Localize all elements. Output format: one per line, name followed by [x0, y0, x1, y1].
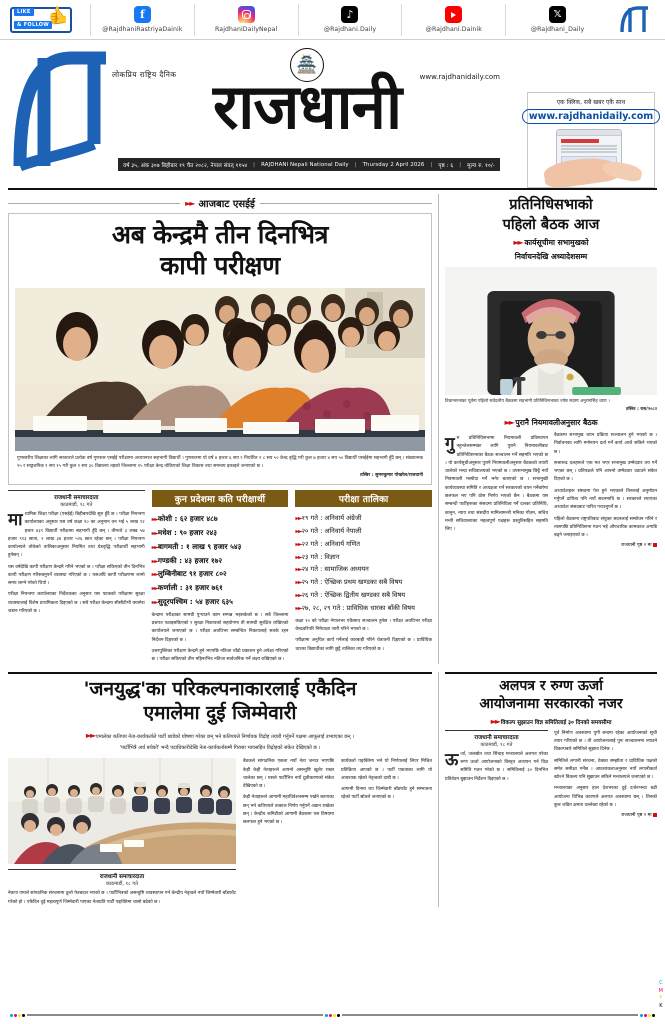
list-item: ►►२५ गते : ऐच्छिक प्रथम खण्डका सबै विषय	[295, 578, 403, 587]
facebook-icon: f	[134, 6, 151, 23]
lead-body-columns	[8, 490, 432, 664]
list-item: ►►१९ गते : अनिवार्य अंग्रेजी	[295, 514, 362, 523]
exam-schedule-box	[295, 490, 432, 664]
province-stats-box	[152, 490, 289, 664]
youtube-handle: @Rajdhani.Dainik	[425, 26, 482, 33]
instagram-handle: RajdhaniDailyNepal	[215, 26, 278, 33]
follow-label: & FOLLOW	[14, 21, 52, 29]
social-link-x[interactable]	[505, 4, 609, 36]
byline-place: काठमाडौं, १८ गते	[60, 502, 93, 509]
bottom-right-body	[445, 730, 657, 818]
lead-photo	[15, 288, 425, 451]
masthead-tagline: लोकप्रिय राष्ट्रिय दैनिक	[112, 70, 177, 79]
party-meeting-round-table-photo	[8, 758, 236, 864]
right-story-kicker: पुरानै नियमावलीअनुसार बैठक	[515, 418, 598, 428]
byline	[8, 490, 145, 508]
byline-author: राजधानी समाचारदाता	[474, 734, 519, 741]
byline-author: राजधानी समाचारदाता	[99, 874, 145, 881]
like-label: LIKE	[14, 8, 34, 16]
registration-dots	[325, 1014, 340, 1017]
bottom-left-col-2	[243, 758, 334, 907]
bottom-right-paragraph-3: समितिले लगानी संरचना, ठेक्का सम्झौता र प्राविधिक पक्षको समेत समीक्षा गर्नेछ । आवश्यकताअनुसार नयाँ लगानीकर्ता खोज्ने विकल्प पनि सुझाउन सकिने मन्त्रालयले जनाएको छ ।	[554, 758, 657, 781]
lead-headline-line1: अब केन्द्रमै तीन दिनभित्र	[111, 220, 329, 249]
bottom-left-subhead-row	[8, 729, 432, 743]
registration-dots	[10, 1014, 25, 1017]
social-link-tiktok[interactable]	[298, 4, 402, 36]
list-item: ►►कर्णाली : ३१ हजार ७६१	[151, 583, 223, 593]
right-body-col-1	[445, 432, 548, 548]
issue-english-date: Thursday 2 April 2026	[362, 161, 425, 168]
arrow-icon: ►►	[185, 198, 194, 208]
bottom-left-headline-line1: 'जनयुद्ध'का परिकल्पनाकारलाई एकैदिन	[83, 677, 357, 700]
classroom-students-photo	[15, 288, 425, 451]
elderly-politician-portrait-photo	[445, 267, 657, 395]
cyan-label: C	[659, 980, 663, 986]
issue-price: मूल्य रु. १०/-	[467, 162, 495, 169]
list-item: ►►कोशी : ६२ हजार ४८७	[151, 514, 218, 524]
bottom-left-body	[8, 758, 432, 907]
like-follow-badge[interactable]	[4, 3, 90, 37]
black-label: K	[659, 1002, 663, 1009]
section-divider	[8, 672, 432, 674]
youtube-icon	[445, 6, 462, 23]
main-content	[0, 190, 665, 907]
lead-paragraph-1: माध्यमिक शिक्षा परीक्षा (एसईई) बिहीबारदेखि सुरु हुँदै छ । परीक्षा नियन्त्रण कार्यालयका अनुसार यस वर्ष कक्षा १० का अनुमान वन भई ५ लाख ९२ हजार ४३९ विद्यार्थी परीक्षामा सहभागी हुँदै छन् । तीमध्ये ३ लाख ५७ हजार ९१३ छात्रा, २ लाख ३४ हजार ५२६ छात्र रहेका छन् । परीक्षा नियन्त्रण कार्यालयले तोकेको तालिकाअनुसार नियमित तथा ग्रेडवृद्धि परीक्षार्थी सहभागी हुनेछन् ।	[8, 510, 145, 559]
right-body-columns	[445, 432, 657, 548]
bottom-left-paragraph-2: बैठकले सांगठनिक एकता नयाँ नेता जनाउ भएपछि केही केही नेताहरूले आफ्नो असन्तुष्टि खुलेर राख्न थालेका छन् । यसले पार्टीभित्र नयाँ ध्रुवीकरणको संकेत देखिएको छ ।	[243, 759, 334, 790]
arrow-icon: ►►	[295, 553, 301, 561]
right-col2-paragraph-3: अध्यादेशहरू संसदमा पेश हुने भएकाले तिनलाई अनुमोदन गर्नुपर्ने दायित्व पनि नयाँ सदनमाथि छ । सरकारले ल्याएका अध्यादेश संसदबाट पारित गराउनुपर्ने छ ।	[554, 488, 657, 511]
cmyk-labels	[659, 980, 663, 1010]
cmyk-registration-bar	[0, 1012, 665, 1018]
right-photo-caption	[445, 398, 657, 413]
bottom-left-subhead-line1: एमालेका कतिपय नेता-कार्यकर्ताले पार्टी छाडेको घोषणा गरेका छन् भने कतिपयले निर्णायक विद्रोह तयारी गर्नुपर्ने पक्षमा आफूलाई उभ्याएका छन् ।	[95, 734, 355, 741]
bottom-left-subhead-line2: 'पार्टीभित्रै अर्थ बचेकोे' भन्दै पदाधिकारीदेखि नेता-कार्यकर्तासम्मै गिरासा भावसहित विद्रोहको संकेत देखिएको छ ।	[119, 745, 321, 752]
thumbs-up-icon: 👍	[48, 5, 70, 26]
continuation-text: राजधानी पृष्ठ २ मा	[621, 543, 652, 549]
issue-english-name: RAJDHANI Nepali National Daily	[261, 161, 349, 168]
right-photo	[445, 267, 657, 395]
bottom-left-paragraph-4: कार्यकर्ता पङ्क्तिमा भने यो निर्णयलाई लिएर मिश्रित प्रतिक्रिया आएको छ । पार्टी एकताका लागि यो आवश्यक रहेको नेतृत्वको दाबी छ ।	[341, 759, 432, 781]
issue-pages: पृष्ठ : ६	[438, 162, 454, 169]
bottom-right-subhead-row	[445, 717, 657, 726]
bottom-left-headline-line2: एमालेमा दुई जिम्मेवारी	[143, 701, 297, 724]
schedule-box-title: परीक्षा तालिका	[295, 490, 432, 507]
bottom-right-col-1	[445, 730, 548, 818]
section-divider	[445, 672, 657, 674]
divider: |	[253, 161, 256, 168]
promo-url[interactable]: www.rajdhanidaily.com	[522, 109, 660, 124]
bottom-left-paragraph-5: आगामी दिनमा थप जिम्मेवारी बाँडफाँट हुने सम्भावना रहेको पार्टी स्रोतले जनाएको छ ।	[341, 787, 432, 801]
arrow-icon: ►►	[295, 579, 301, 587]
list-item: ►►२० गते : अनिवार्य नेपाली	[295, 526, 362, 535]
x-handle: @Rajdhani_Daily	[530, 26, 585, 33]
promo-tagline: एक क्लिक, सबै खबर एकै साथ	[556, 99, 626, 106]
tiktok-icon: ♪	[341, 6, 358, 23]
list-item: ►►२२ गते : अनिवार्य गणित	[295, 539, 361, 548]
arrow-icon: ►►	[513, 238, 522, 248]
arrow-icon: ►►	[490, 716, 499, 726]
bottom-left-byline	[8, 869, 236, 887]
masthead-center	[112, 48, 502, 143]
x-twitter-icon: 𝕏	[549, 6, 566, 23]
continuation-text: राजधानी पृष्ठ २ मा	[621, 813, 652, 819]
right-subhead-line1: कार्यसूचीमा सभामुखको	[524, 238, 589, 248]
bottom-right-headline-line2: आयोजनामा सरकारको नजर	[479, 695, 623, 712]
bottom-photo-wrap	[8, 758, 236, 907]
bottom-right-col-2	[554, 730, 657, 818]
list-item: ►►२४ गते : सामाजिक अध्ययन	[295, 565, 369, 574]
newspaper-nameplate: राजधानी	[212, 70, 402, 143]
arrow-icon: ►►	[504, 418, 513, 428]
right-col2-paragraph-4: पहिलो बैठकमा राष्ट्रपतिबाट संयुक्त सदनलाई सम्बोधन गरिने र त्यसपछि प्रतिनिधिसभा गठन भई औपचारिक कामकाज अगाडि बढ्ने जनाइएको छ ।	[554, 516, 657, 539]
rajdhani-logo-icon	[10, 48, 115, 173]
arrow-icon: ►►	[295, 527, 301, 535]
end-square-icon	[653, 543, 657, 547]
byline-place: काठमाडौं, १८ गते	[480, 741, 513, 748]
bottom-left-photo	[8, 758, 236, 864]
bottom-left-story	[8, 672, 432, 906]
arrow-icon: ►►	[85, 731, 95, 741]
bottom-right-headline-line1: अलपत्र र रुग्ण ऊर्जा	[499, 677, 603, 694]
end-square-icon	[653, 813, 657, 817]
list-item: ►►२३ गते : विज्ञान	[295, 552, 340, 561]
masthead-website[interactable]: www.rajdhanidaily.com	[419, 73, 500, 81]
issue-nepali-date: वर्ष ३५, अंक ३०७ बिहीबार १९ चैत २०८२, नेपाल संवत् ११५४	[123, 162, 248, 169]
list-item: ►►लुम्बिनीबाट ९१ हजार ८०२	[151, 569, 227, 579]
bottom-right-subhead: विकल्प सुझाउन विज्ञ समितिलाई ३० दिनको समयसीमा	[500, 719, 612, 726]
photo-credit: तस्बिर : रास/२०८२	[625, 406, 657, 412]
list-item: ►►सुदूरपश्चिम : ५४ हजार ६३५	[151, 597, 233, 607]
bottom-section	[8, 672, 657, 906]
right-col2-paragraph-2: सत्तारूढ दलहरूले एक मत भएर सभामुख उम्मेदवार तय गर्ने भएका छन् । प्रतिपक्षले पनि आफ्नो उम्मेदवार उठाउने संकेत दिएको छ ।	[554, 460, 657, 483]
list-item: ►►गण्डकी : ४३ हजार १७२	[151, 555, 223, 565]
bottom-right-paragraph-1: ऊर्जा, जलस्रोत तथा सिंचाइ मन्त्रालयले अलपत्र परेका रुग्ण ऊर्जा आयोजनाको विस्तृत अध्ययन गर्न विज्ञ समिति गठन गरेको छ । समितिलाई ३० दिनभित्र प्रतिवेदन बुझाउन निर्देशन दिइएको छ ।	[445, 749, 548, 782]
arrow-icon: ►►	[295, 566, 301, 574]
schedule-list	[295, 512, 432, 615]
caption-text: गुणस्तरीय शिक्षाका लागि सरकारले प्रत्येक वर्ष गुणस्तर एसईई परीक्षामा अध्ययनरत सहभागी विद्यार्थी । गुणस्तरमा यो वर्ष ४ हजार ६ सय ९ निर्धारित १ ८ सय ५० केन्द्र बृद्धि गरी कुल ७ हजार ४ सय ५० विद्यार्थी एसईईमा सहभागी हुँदै छन् । संख्यात्मक १५ र साङ्गठनिक १ सय १५ गरी कुल १ सय ३० विद्यालय तहको जिल्लामा १५ परीक्षा केन्द्र तोकिएको शिक्षा विकास तथा समन्वय इकाइले जनाएको छ ।	[17, 456, 423, 470]
bottom-right-paragraph-4: मन्त्रालयका अनुसार हाल देशभरका दुई दर्जनभन्दा बढी आयोजना विभिन्न कारणले अलपत्र अवस्थामा छन् । तिनको कुल जडित क्षमता उल्लेख्य रहेको छ ।	[554, 786, 657, 808]
lead-kicker-row	[8, 196, 432, 210]
lead-col2-paragraph-1: केन्द्रमा परीक्षाका सामग्री पुर्‍याउने काम सम्पन्न भइसकेको छ । सबै जिल्लामा प्रश्नपत्र पठाइसकिएको र सुरक्षा निकायको सहयोगमा ती सामग्री सुरक्षित राखिएको कार्यालयले जनाएको छ । परीक्षा अवधिभर सम्बन्धित निकायलाई सतर्क रहन निर्देशन दिइएको छ ।	[151, 612, 289, 643]
byline-author: राजधानी समाचारदाता	[54, 495, 99, 502]
right-subhead-line2: निर्वाचनदेखि अध्यादेशसम्म	[514, 251, 588, 261]
arrow-icon: ►►	[151, 557, 157, 565]
arrow-icon: ►►	[295, 540, 301, 548]
divider: |	[354, 161, 357, 168]
list-item: ►►मधेश : ९० हजार २४३	[151, 527, 218, 537]
lead-paragraph-3: परीक्षा नियन्त्रण कार्यालयका निर्देशकका अनुसार यस पटकको परीक्षामा सुरक्षा व्यवस्थालाई विशेष प्राथमिकता दिइएको छ । सबै परीक्षा केन्द्रमा सीसीटीभी क्यामेरा जडान गरिएको छ ।	[8, 592, 145, 615]
bottom-left-paragraph-1: नेकपा एमाले सांगठनिक संरचनामा ठूलो फेरबदल भएको छ । पार्टीभित्रको असन्तुष्टि व्यवस्थापन गर्न केन्द्रीय नेतृत्वले नयाँ जिम्मेवारी बाँडफाँट गरेको हो । एकैदिन दुई महत्वपूर्ण जिम्मेवारी पाएका नेताप्रति पार्टी पङ्क्तिमा चासो बढेको छ ।	[8, 891, 236, 905]
arrow-icon: ►►	[295, 515, 301, 523]
province-box-title: कुन प्रदेशमा कति परीक्षार्थी	[152, 490, 289, 507]
bottom-left-col-3	[341, 758, 432, 907]
brand-mark-right	[609, 5, 661, 35]
second-story-column	[438, 194, 657, 664]
right-continuation-note	[554, 542, 657, 548]
right-paragraph-1: गुरु प्रतिनिधिसभामा नियमावली प्रतिस्थापन नहुन्जेलसम्मका लागि पुरानै नियमावलीबाट प्रतिनिधिसभाका बैठक सञ्चालन गर्ने सहमति भएको छ । यो कार्यसूचीअनुसार पुरानै नियमावलीअनुसार बैठकको तयारी थालेको भन्दा सचिवालयको भएको छ । उपसभामुख छिट्टै नयाँ नियमावली मस्यौदा गर्ने भनेर बताएको छ । सभामुखी कार्यव्यवस्था समिति र अध्यक्षता गर्ने सरकारको चयन गर्नेबारेमा छलफल भए पनि ठोस निर्णय भएको छैन । बैठकमा यस सम्बन्धी पार्टीहरूका संसदमा प्रतिनिधित्व गर्ने दलका प्रतिनिधि, कानुन, न्याय तथा संसदीय मामिलामन्त्री मनिका गौतम, सचिव मन्त्री सचिवालयका महत्वपूर्ण पक्षहरू प्रस्तुतिसहित सहमति लिए ।	[445, 434, 548, 533]
bottom-right-paragraph-2: पूर्व निर्माण अवस्थामा पुगी बन्दमा रहेका आयोजनाको सूची तयार गरिएको छ । ती आयोजनालाई पुनः सञ्चालनमा ल्याउने विकल्पबारे समितिले सुझाव दिनेछ ।	[554, 730, 657, 753]
lead-body-col-1	[8, 490, 145, 664]
lead-col3-paragraph-1: कक्षा १० को परीक्षा नेपालभर एकैसाथ सञ्चालन हुनेछ । परीक्षा अवधिभर परीक्षा केन्द्रवरिपरि निषेधाज्ञा जारी गरिने भएको छ ।	[295, 618, 433, 633]
social-link-instagram[interactable]	[194, 4, 298, 36]
caption-text: विधानसभाका पूर्वमा पहिलो सर्वदलीय बैठकमा सहभागी प्रतिनिधिसभाका ज्येष्ठ सदस्य अनुरागसिंह थापा ।	[445, 399, 610, 405]
bottom-right-byline	[445, 730, 548, 748]
arrow-icon: ►►	[151, 543, 157, 551]
right-headline-line1: प्रतिनिधिसभाको	[509, 197, 593, 213]
byline-place: काठमाडौं, १८ गते	[106, 881, 138, 888]
province-list	[152, 512, 289, 609]
arrow-icon: ►►	[151, 571, 157, 579]
lead-paragraph-2: यस वर्षदेखि कापी परीक्षण केन्द्रमै गरिने भएको छ । परीक्षा सकिएको तीन दिनभित्र कापी परीक्षण गरिसक्नुपर्ने व्यवस्था गरिएको छ । यसअघि कापी परीक्षणमा लामो समय लाग्ने गरेको थियो ।	[8, 564, 145, 587]
issue-info-bar	[118, 158, 500, 171]
yellow-label: Y	[659, 995, 663, 1001]
bottom-left-paragraph-3: केही नेताहरूले आगामी महाधिवेशनसम्म पर्खने बताएका छन् भने कतिपयले तत्काल निर्णय गर्नुपर्ने अडान राखेका छन् । केन्द्रीय कमिटीको आगामी बैठकमा यस विषयमा छलफल हुने भएको छ ।	[243, 795, 334, 826]
divider: |	[430, 161, 433, 168]
lead-headline-line2: कापी परीक्षण	[160, 250, 280, 280]
lead-story-column	[8, 194, 432, 664]
magenta-label: M	[658, 987, 663, 994]
rajdhani-r-icon	[618, 5, 652, 35]
lead-story-box	[8, 213, 432, 485]
lead-photo-caption	[15, 455, 425, 480]
arrow-icon: ►►	[295, 605, 301, 612]
arrow-icon: ►►	[295, 592, 301, 600]
right-subhead-row	[445, 237, 657, 248]
facebook-handle: @RajdhaniRastriyaDainik	[102, 26, 183, 33]
right-col2-paragraph-1: बैठकमा सभामुख चयन प्रक्रिया सञ्चालन हुने भएको छ । निर्वाचनका लागि मनोनयन दर्ता गर्ने कार्य आजै सकिने भएको छ ।	[554, 433, 657, 455]
lead-col3-paragraph-2: परीक्षामा अनुचित कार्य गर्नेलाई कारबाही गरिने चेतावनी दिइएको छ । प्राविधिक धारका विद्यार्थीका लागि छुट्टै तालिका तय गरिएको छ ।	[295, 638, 433, 652]
instagram-icon	[238, 6, 255, 23]
right-story-kicker-row	[445, 418, 657, 428]
photo-credit: तस्बिर : सुमनकुमार पोखरेल/राजधानी	[360, 473, 423, 479]
right-headline-line2: पहिलो बैठक आज	[502, 217, 600, 234]
social-link-facebook[interactable]	[90, 4, 194, 36]
lead-kicker: आजबाट एसईई	[198, 199, 255, 210]
registration-dots	[640, 1014, 655, 1017]
arrow-icon: ►►	[151, 599, 157, 607]
arrow-icon: ►►	[151, 585, 157, 593]
lead-col2-paragraph-2: उत्तरपुस्तिका परीक्षण केन्द्रमै हुने भएपछि नतिजा चाँडो प्रकाशन हुने अपेक्षा गरिएको छ । परीक्षा सकिएको तीन महिनाभित्र नतिजा सार्वजनिक गर्ने लक्ष्य राखिएको छ ।	[151, 648, 289, 663]
social-link-youtube[interactable]	[401, 4, 505, 36]
tiktok-handle: @Rajdhani.Daily	[323, 26, 377, 33]
list-item: ►►२७, २८, २९ गते : प्राविधिक धारका बाँकी विषय	[295, 604, 415, 612]
temple-emblem-icon: 🏯	[290, 48, 324, 82]
divider: |	[459, 161, 462, 168]
right-body-col-2	[554, 432, 657, 548]
masthead	[0, 40, 665, 185]
arrow-icon: ►►	[151, 529, 157, 537]
arrow-icon: ►►	[151, 516, 157, 524]
bottom-right-story	[438, 672, 657, 906]
tablet-illustration	[544, 127, 638, 183]
bottom-right-continuation-note	[554, 812, 657, 818]
website-promo-box[interactable]	[527, 92, 655, 188]
list-item: ►►२६ गते : ऐच्छिक द्वितीय खण्डका सबै विषय	[295, 591, 406, 600]
social-media-bar	[0, 0, 665, 40]
list-item: ►►बागमती : १ लाख ९ हजार ५४३	[151, 541, 242, 551]
